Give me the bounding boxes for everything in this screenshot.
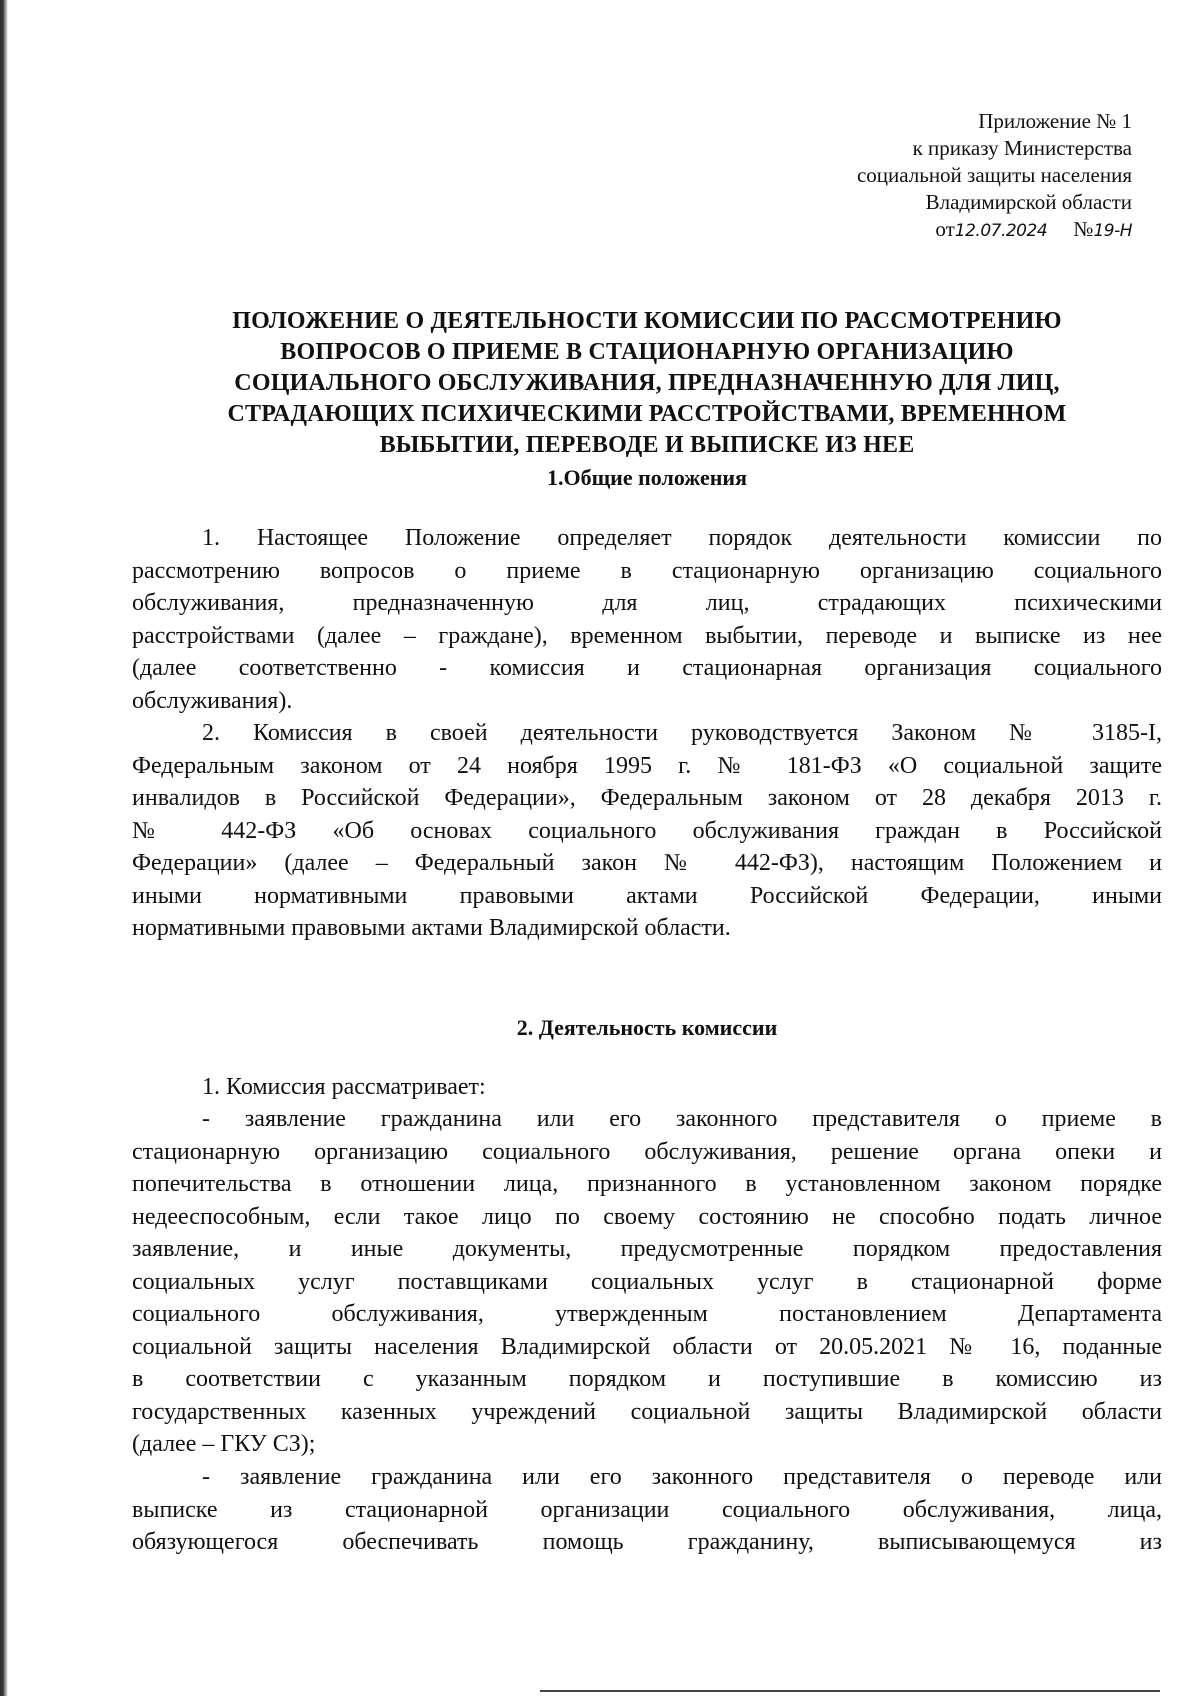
title-line: ПОЛОЖЕНИЕ О ДЕЯТЕЛЬНОСТИ КОМИССИИ ПО РАССМОТРЕНИЮ: [232, 308, 1062, 334]
scan-edge-bottom: [540, 1690, 1160, 1692]
text-line: инвалидов в Российской Федерации», Федеральным законом от 28 декабря 2013 г.: [132, 785, 1162, 811]
section-heading-general: 1.Общие положения: [547, 465, 747, 490]
appendix-line: к приказу Министерства: [912, 136, 1132, 160]
text-line: социальной защиты населения Владимирской области от 20.05.2021 № 16, поданные: [132, 1333, 1162, 1360]
appendix-block: [857, 108, 1132, 245]
title-line: ВЫБЫТИИ, ПЕРЕВОДЕ И ВЫПИСКЕ ИЗ НЕЕ: [379, 432, 915, 458]
text-line: нормативными правовыми актами Владимирской области.: [132, 915, 731, 941]
text-line: расстройствами (далее – граждане), временном выбытии, переводе и выписке из нее: [132, 622, 1162, 649]
handwritten-number: 19-Н: [1093, 221, 1132, 241]
text-line: в соответствии с указанным порядком и поступившие в комиссию из: [132, 1366, 1162, 1392]
text-line: государственных казенных учреждений социальной защиты Владимирской области: [132, 1398, 1162, 1425]
text-line: выписке из стационарной организации социального обслуживания, лица,: [132, 1496, 1162, 1523]
text-line: 2. Комиссия в своей деятельности руководствуется Законом № 3185-I,: [202, 720, 1162, 746]
text-line: 1. Комиссия рассматривает:: [202, 1074, 486, 1100]
text-line: социального обслуживания, утвержденным постановлением Департамента: [132, 1301, 1162, 1327]
document-title: [132, 306, 1162, 461]
text-line: заявление, и иные документы, предусмотренные порядком предоставления: [132, 1236, 1162, 1262]
text-line: социальных услуг поставщиками социальных услуг в стационарной форме: [132, 1268, 1162, 1295]
text-line: 1. Настоящее Положение определяет порядок деятельности комиссии по: [202, 525, 1162, 551]
paragraph-general-1: [132, 522, 1162, 717]
title-line: ВОПРОСОВ О ПРИЕМЕ В СТАЦИОНАРНУЮ ОРГАНИЗАЦИЮ: [280, 339, 1014, 365]
text-line: № 442-ФЗ «Об основах социального обслуживания граждан в Российской: [132, 817, 1162, 844]
appendix-line: Приложение № 1: [978, 109, 1132, 133]
text-line: - заявление гражданина или его законного представителя о переводе или: [202, 1464, 1162, 1490]
title-line: СТРАДАЮЩИХ ПСИХИЧЕСКИМИ РАССТРОЙСТВАМИ, ВРЕМЕННОМ: [227, 401, 1067, 427]
text-line: обслуживания).: [132, 687, 293, 714]
paragraph-activity-2: [132, 1103, 1162, 1461]
text-line: (далее – ГКУ СЗ);: [132, 1431, 316, 1457]
text-line: - заявление гражданина или его законного представителя о приеме в: [202, 1106, 1162, 1132]
text-line: обслуживания, предназначенную для лиц, страдающих психическими: [132, 590, 1162, 616]
paragraph-activity-1: [132, 1071, 1162, 1104]
number-prefix: №: [1073, 217, 1094, 241]
section-heading-activity: 2. Деятельность комиссии: [516, 1015, 778, 1040]
text-line: (далее соответственно - комиссия и стационарная организация социального: [132, 655, 1162, 681]
text-line: Федерации» (далее – Федеральный закон № 442-ФЗ), настоящим Положением и: [132, 850, 1162, 876]
paragraph-activity-3: [132, 1461, 1162, 1559]
title-line: СОЦИАЛЬНОГО ОБСЛУЖИВАНИЯ, ПРЕДНАЗНАЧЕННУЮ ДЛЯ ЛИЦ,: [234, 370, 1060, 396]
date-prefix: от: [935, 217, 955, 241]
text-line: рассмотрению вопросов о приеме в стационарную организацию социального: [132, 557, 1162, 584]
text-line: Федеральным законом от 24 ноября 1995 г. № 181-ФЗ «О социальной защите: [132, 752, 1162, 779]
text-line: недееспособным, если такое лицо по своему состоянию не способно подать личное: [132, 1203, 1162, 1230]
handwritten-date: 12.07.2024: [954, 221, 1048, 241]
appendix-line: Владимирской области: [925, 190, 1132, 214]
text-line: иными нормативными правовыми актами Российской Федерации, иными: [132, 882, 1162, 909]
text-line: попечительства в отношении лица, признанного в установленном законом порядке: [132, 1171, 1162, 1197]
scan-edge: [0, 0, 8, 1696]
text-line: стационарную организацию социального обслуживания, решение органа опеки и: [132, 1138, 1162, 1165]
text-line: обязующегося обеспечивать помощь гражданину, выписывающемуся из: [132, 1529, 1162, 1555]
paragraph-general-2: [132, 717, 1162, 945]
appendix-date-number: [857, 216, 1132, 245]
appendix-line: социальной защиты населения: [856, 163, 1132, 187]
